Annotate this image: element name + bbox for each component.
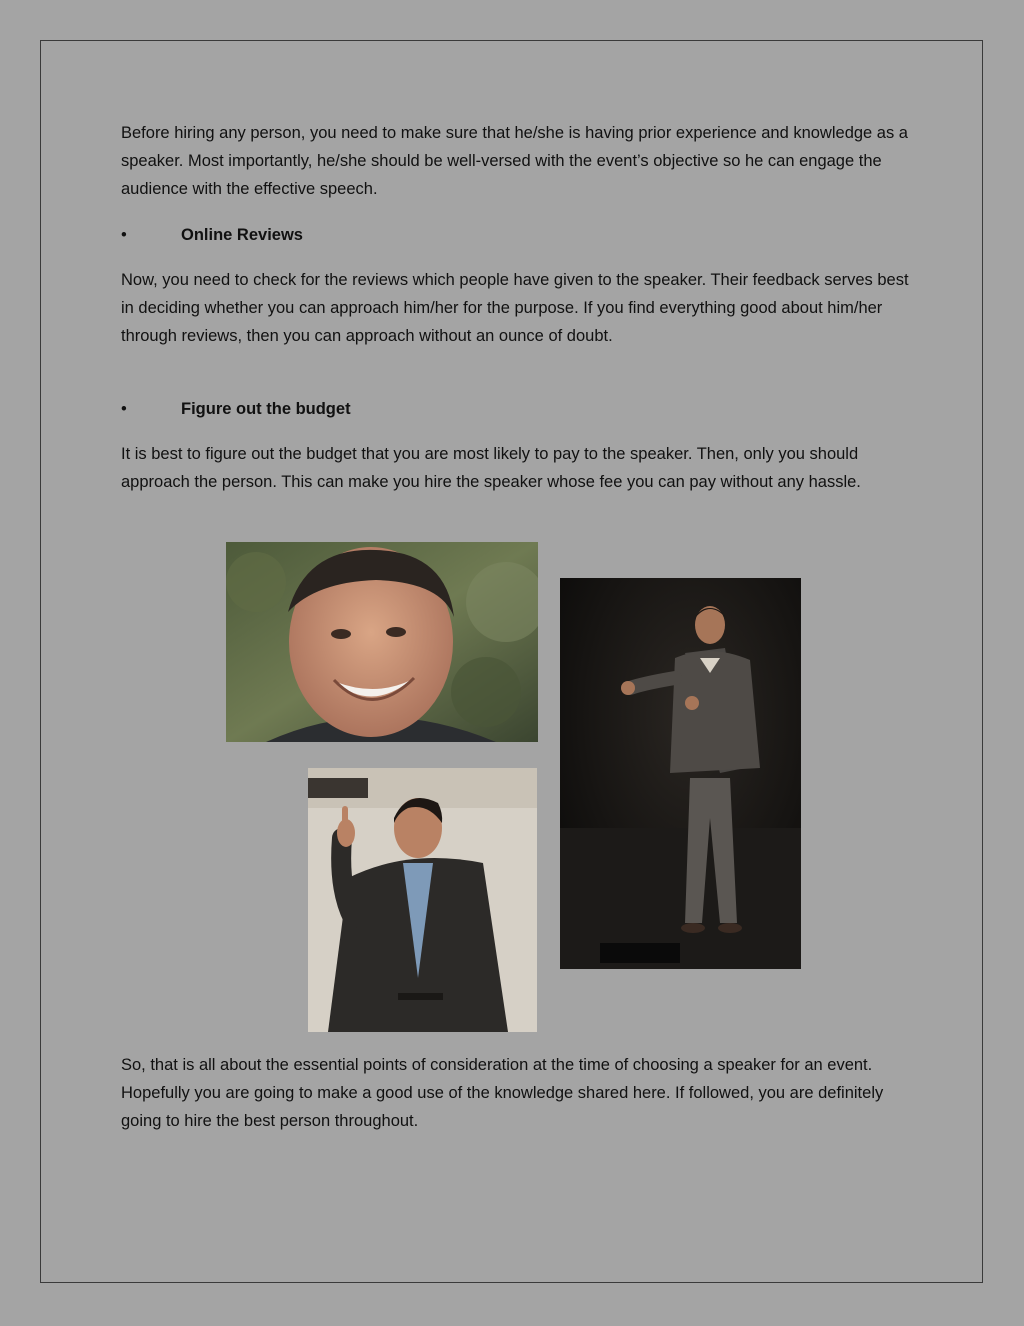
speaker-gesturing-image <box>308 768 537 1032</box>
bullet-symbol: • <box>121 226 127 244</box>
speaker-stage-photo <box>560 578 801 969</box>
speaker-gesturing-photo <box>308 768 537 1032</box>
bullet-label: Online Reviews <box>181 226 303 244</box>
bullet-symbol: • <box>121 400 127 418</box>
reviews-paragraph: Now, you need to check for the reviews which people have given to the speaker. Their feedback serves best in deciding whether you can approach him/her for the purpose. If you find everything good about him/her through reviews, then you can approach without an ounce of doubt. <box>121 271 909 345</box>
speaker-portrait-photo <box>226 542 538 742</box>
bullet-label: Figure out the budget <box>181 400 351 418</box>
conclusion-paragraph: So, that is all about the essential points of consideration at the time of choosing a speaker for an event. Hopefully you are going to make a good use of the knowledge shared here. If followed, you are definitely going to hire the best person throughout. <box>121 1056 884 1130</box>
budget-paragraph: It is best to figure out the budget that you are most likely to pay to the speaker. Then, only you should approach the person. This can make you hire the speaker whose fee you can pay without any hassle. <box>121 445 861 491</box>
intro-paragraph: Before hiring any person, you need to make sure that he/she is having prior experience and knowledge as a speaker. Most importantly, he/she should be well-versed with the event’s objective so he can engage the audience with the effective speech. <box>121 124 908 198</box>
speaker-stage-image <box>560 578 801 969</box>
speaker-portrait-image <box>226 542 538 742</box>
